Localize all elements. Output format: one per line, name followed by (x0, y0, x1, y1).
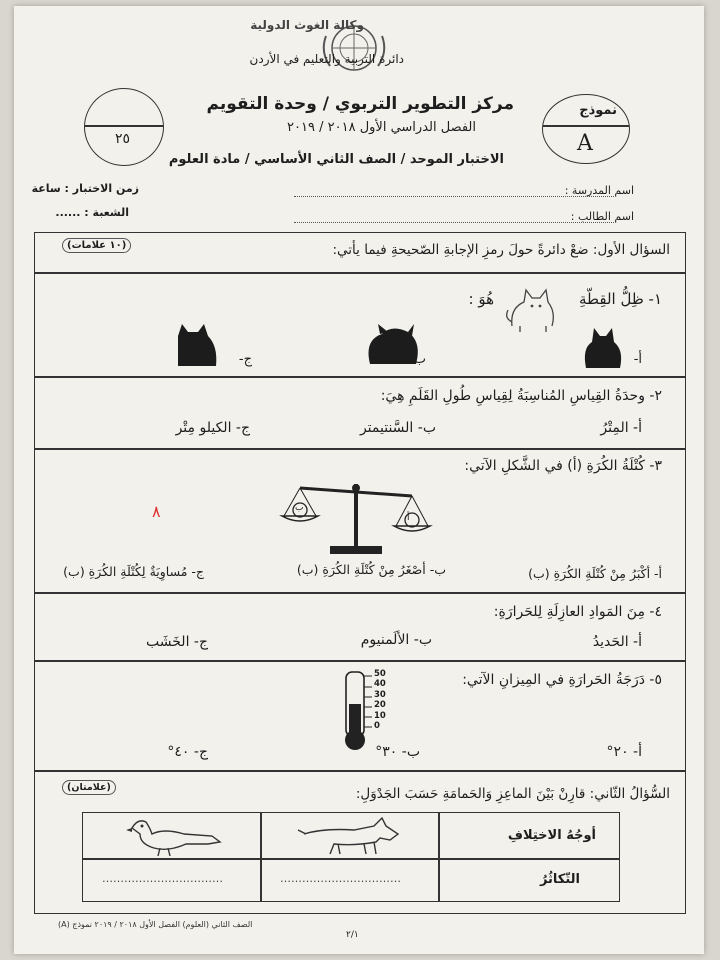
scale-label: 10 (374, 710, 386, 721)
q2-marks: (علامتان) (62, 780, 116, 795)
q1-item3-option-c[interactable]: ج- مُساوِيَةٌ لِكُتْلَةِ الكُرَةِ (ب) (63, 564, 204, 579)
pigeon-icon (124, 814, 224, 858)
q1-item3-option-a[interactable]: أ- أكْبَرُ مِنْ كُتْلَةِ الكُرَةِ (ب) (528, 566, 662, 581)
school-field[interactable] (294, 196, 614, 197)
table-divider (438, 812, 440, 902)
school-label: اسم المدرسة : (564, 184, 634, 197)
q1-item4-stem: ٤- مِنَ المَوادِ العازِلَةِ لِلحَرارَةِ: (493, 604, 662, 620)
score-total: ٢٥ (115, 131, 131, 147)
pigeon-reproduction-blank[interactable]: …………………………… (102, 872, 223, 885)
time-label: زمن الاختبار : ساعة (31, 182, 139, 195)
divider (34, 448, 686, 450)
q1-item5-stem: ٥- دَرَجَةُ الحَرارَةِ في المِيزانِ الآتي: (462, 672, 662, 688)
section-label: الشعبة : ...... (55, 206, 129, 219)
semester-line: الفصل الدراسي الأول ٢٠١٨ / ٢٠١٩ (287, 120, 476, 135)
table-divider (260, 812, 262, 902)
scale-label: 30 (374, 689, 386, 700)
q1-item2-stem: ٢- وحدَةُ القِياسِ المُناسِبَةُ لِقِياسِ طُولِ القَلَمِ هِيَ: (380, 388, 662, 404)
exam-line: الاختبار الموحد / الصف الثاني الأساسي / مادة العلوم (168, 152, 504, 167)
page-number: ٢/١ (346, 930, 359, 940)
thermometer-icon (332, 666, 412, 752)
balance-scale-icon (276, 474, 436, 560)
model-badge (542, 94, 630, 164)
red-annotation: ٨ (152, 502, 161, 521)
exam-paper (14, 6, 704, 954)
q1-item1-option-b[interactable]: ب- (409, 352, 426, 367)
scale-label: 40 (374, 679, 386, 690)
divider (34, 376, 686, 378)
q1-item5-option-b[interactable]: ب- ٣٠° (375, 744, 420, 760)
model-letter: A (577, 131, 593, 156)
thermometer-scale (374, 669, 386, 731)
table-row-differences: أوجُهُ الاختِلافِ (507, 828, 596, 843)
q1-item5-option-a[interactable]: أ- ٢٠° (606, 744, 642, 760)
scale-label: 0 (374, 721, 380, 732)
q1-title: السؤال الأول: ضعْ دائرةً حولَ رمزِ الإجابةِ الصّحيحةِ فيما يأتي: (332, 242, 670, 258)
q1-item1-option-a[interactable]: أ- (633, 352, 642, 367)
q1-item1-option-c[interactable]: ج- (238, 352, 252, 367)
q1-item1-suffix: هُوَ : (468, 290, 494, 308)
q1-item2-option-c[interactable]: ج- الكيلو مِتْر (175, 420, 250, 436)
divider (34, 770, 686, 772)
divider (34, 272, 686, 274)
goat-reproduction-blank[interactable]: …………………………… (280, 872, 401, 885)
q1-item4-option-c[interactable]: ج- الخَشَب (146, 634, 208, 650)
q1-marks: (١٠ علامات) (62, 238, 131, 253)
score-circle (84, 88, 164, 166)
q1-item2-option-a[interactable]: أ- المِتْرُ (600, 420, 642, 436)
student-field[interactable] (294, 222, 614, 223)
divider (34, 660, 686, 662)
pan-label-b: ب (295, 503, 304, 513)
q1-item4-option-b[interactable]: ب- الألَمنيوم (360, 632, 432, 648)
cat-shadow-a-icon (580, 320, 624, 370)
q2-title: السُّؤالُ الثّاني: قارِنْ بَيْنَ الماعِزِ وَالحَمامَةِ حَسَبَ الجَدْوَلِ: (355, 786, 670, 802)
table-row-reproduction: التّكاثُرُ (539, 872, 580, 887)
department-name: دائرة التربية والتعليم في الأردن (249, 52, 404, 66)
q1-item4-option-a[interactable]: أ- الحَديدُ (592, 634, 642, 650)
agency-name: وكالة الغوث الدولية (250, 18, 364, 32)
student-label: اسم الطالب : (570, 210, 634, 223)
table-divider (82, 858, 620, 860)
q1-item2-option-b[interactable]: ب- السَّنتيمتر (359, 420, 436, 436)
footer-label: الصف الثاني (العلوم) الفصل الأول ٢٠١٨ / ٢٠١٩ نموذج (A) (58, 920, 253, 929)
cat-icon (502, 282, 560, 334)
q1-item5-option-c[interactable]: ج- ٤٠° (167, 744, 208, 760)
q1-item3-stem: ٣- كُتْلَةُ الكُرَةِ (أ) في الشَّكلِ الآتي: (464, 458, 662, 474)
divider (34, 592, 686, 594)
q1-item1-stem: ١- ظِلُّ القِطّةِ (579, 290, 662, 308)
cat-shadow-c-icon (174, 316, 222, 370)
scale-label: 50 (374, 669, 386, 679)
model-label: نموذج (579, 103, 617, 118)
center-title: مركز التطوير التربوي / وحدة التقويم (206, 94, 514, 114)
q1-item3-option-b[interactable]: ب- أصْغَرُ مِنْ كُتْلَةِ الكُرَةِ (ب) (296, 562, 446, 577)
scale-label: 20 (374, 700, 386, 711)
pan-label-a: أ (407, 513, 410, 523)
goat-icon (294, 816, 410, 856)
